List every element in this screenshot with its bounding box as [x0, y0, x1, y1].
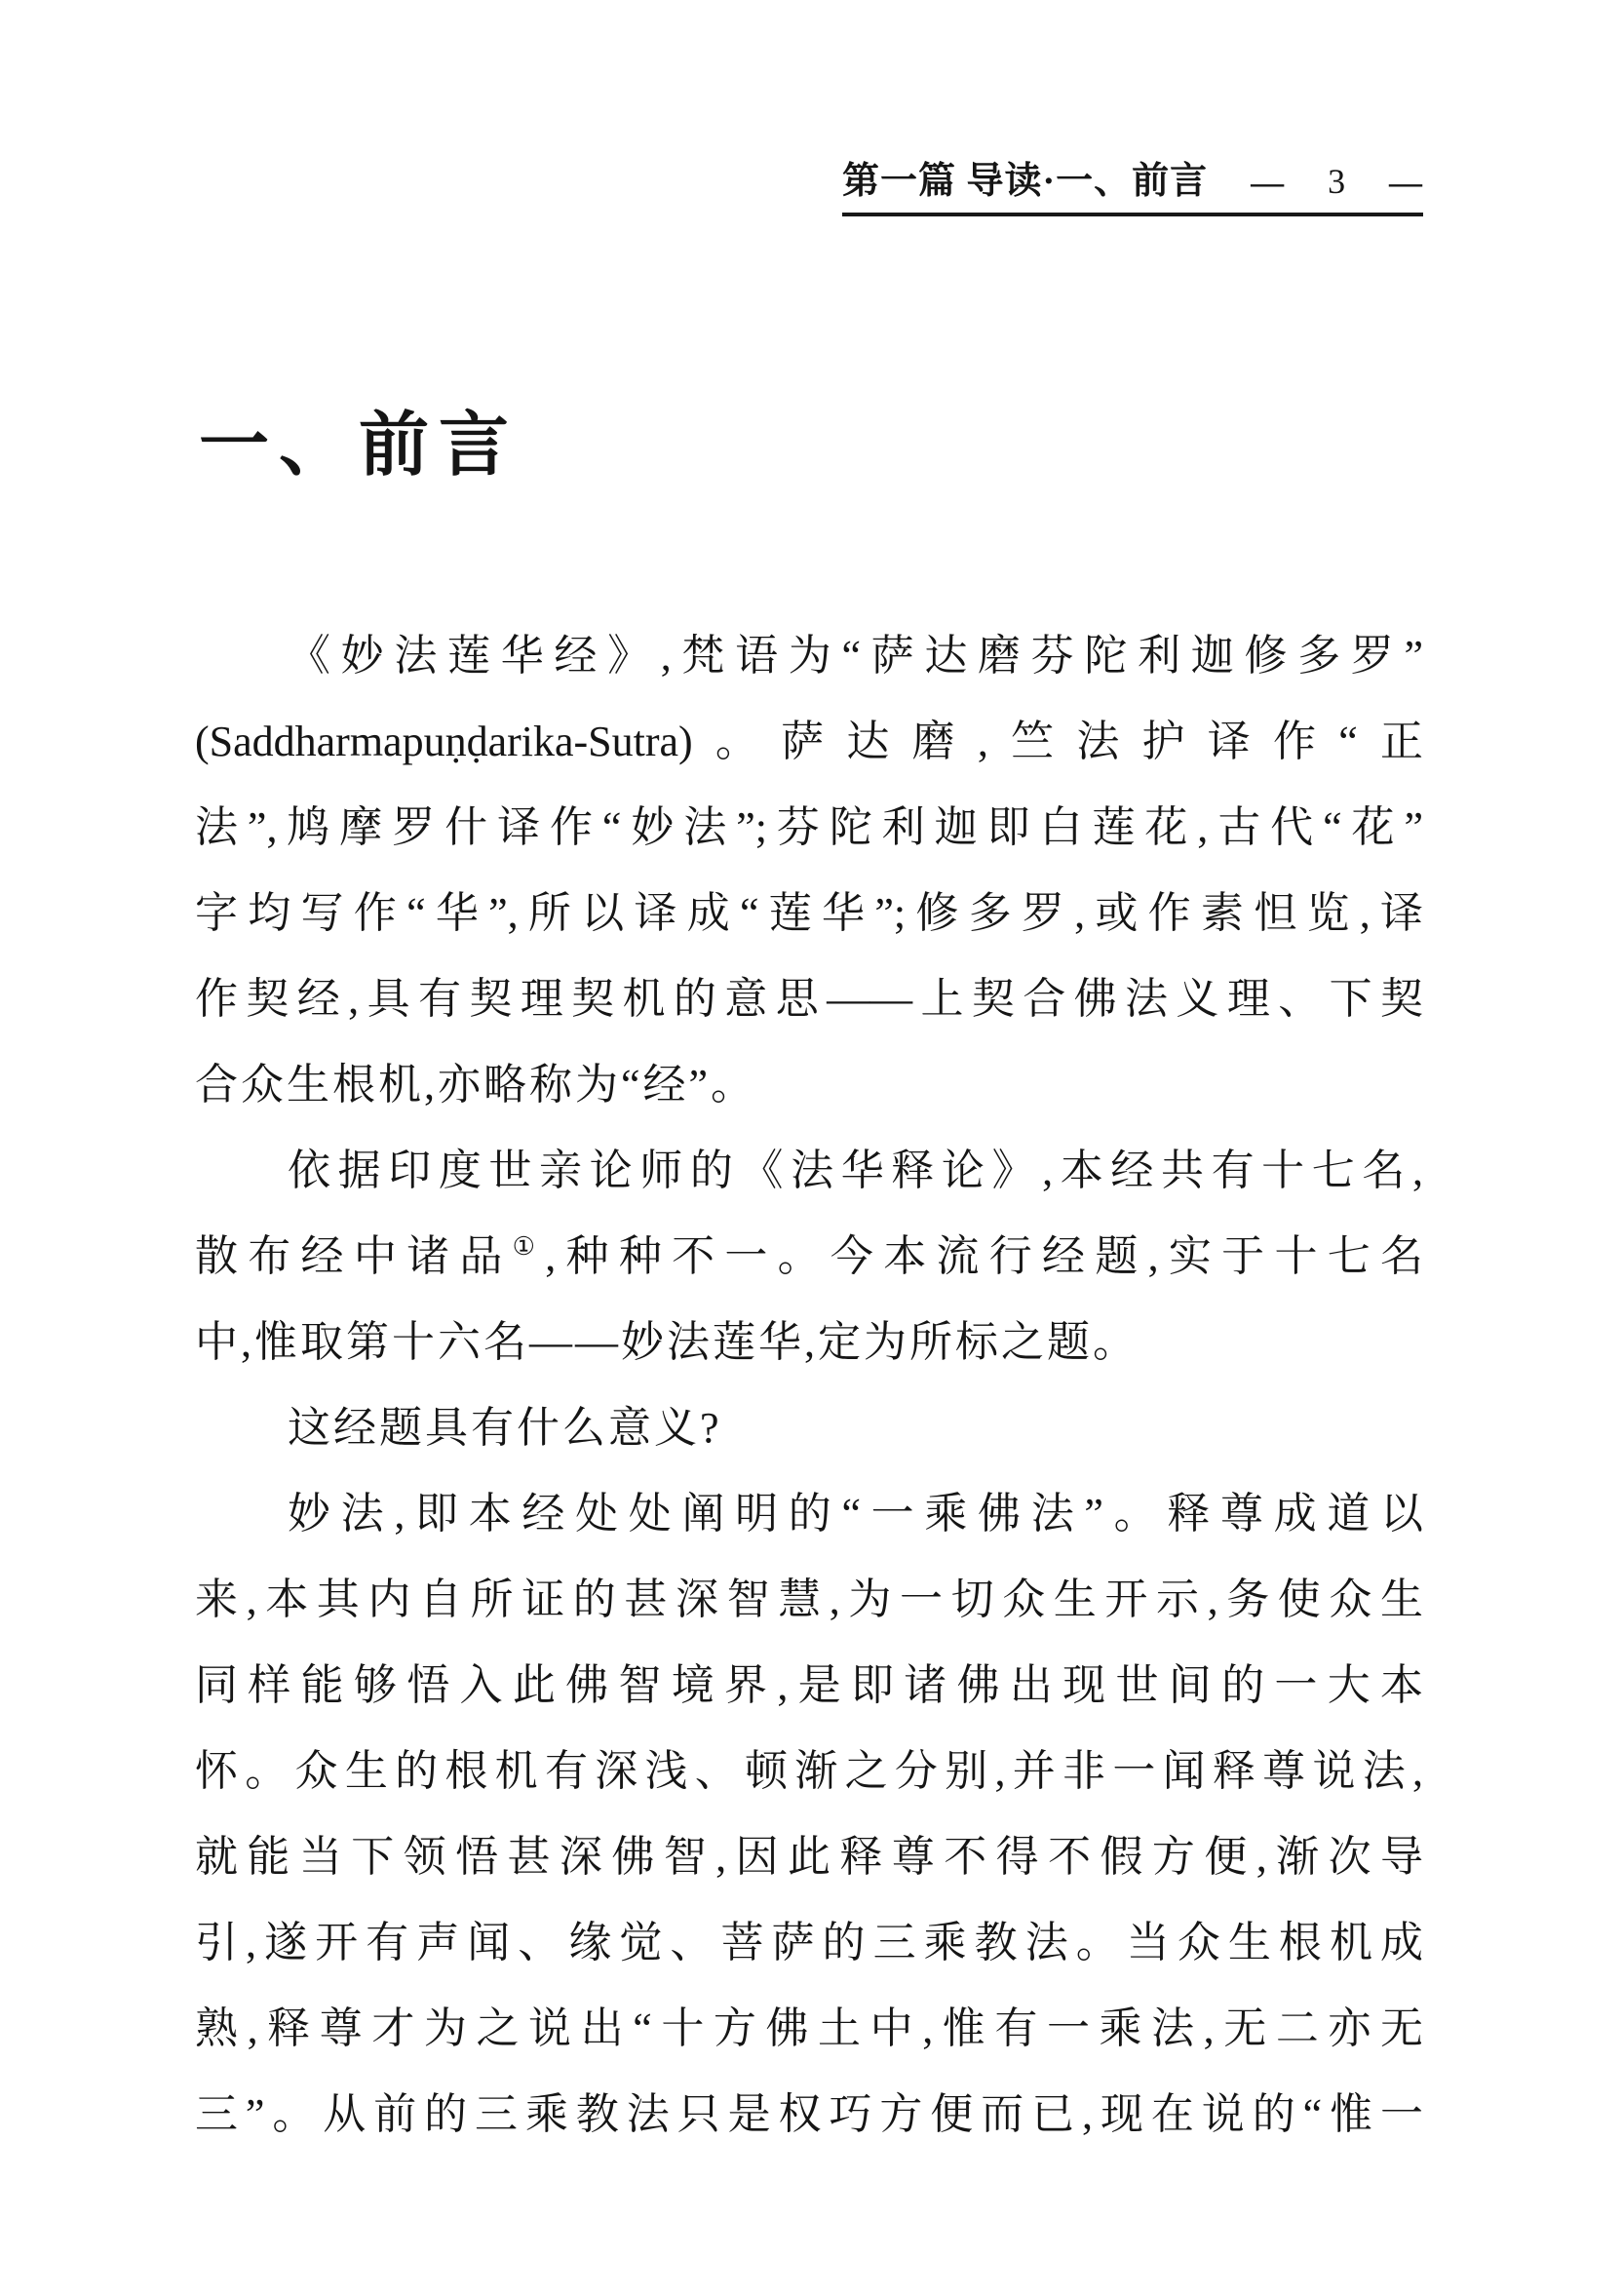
body-text: [195, 613, 1423, 2158]
text-line: 《妙法莲华经》,梵语为“萨达磨芬陀利迦修多罗”: [288, 632, 1423, 680]
text-line: 字均写作“华”,所以译成“莲华”;修多罗,或作素怛览,译: [195, 889, 1423, 937]
text-line: 依据印度世亲论师的《法华释论》,本经共有十七名,: [288, 1147, 1423, 1194]
text-line: 来,本其内自所证的甚深智慧,为一切众生开示,务使众生: [195, 1576, 1423, 1623]
text-line: 同样能够悟入此佛智境界,是即诸佛出现世间的一大本: [195, 1661, 1423, 1709]
text-line: 中,惟取第十六名——妙法莲华,定为所标之题。: [195, 1318, 1139, 1366]
text-line: 散布经中诸品①,种种不一。今本流行经题,实于十七名: [195, 1232, 1424, 1280]
footnote-ref: ①: [512, 1232, 546, 1261]
running-header: [842, 150, 1423, 216]
text-line: 三”。从前的三乘教法只是权巧方便而已,现在说的“惟一: [195, 2090, 1423, 2138]
text-line: 这经题具有什么意义?: [288, 1404, 722, 1452]
page-number-dash-left: —: [1251, 165, 1286, 201]
text-line: (Saddharmapuṇḍarika-Sutra)。萨达磨,竺法护译作“正: [195, 718, 1423, 765]
running-header-section: 第一篇 导读·一、前言: [842, 161, 1209, 202]
text-line: 作契经,具有契理契机的意思——上契合佛法义理、下契: [195, 975, 1423, 1023]
text-line: 合众生根机,亦略称为“经”。: [195, 1061, 757, 1109]
text-line: 引,遂开有声闻、缘觉、菩萨的三乘教法。当众生根机成: [195, 1919, 1423, 1966]
page-number-dash-right: —: [1389, 165, 1423, 201]
text-line: 熟,释尊才为之说出“十方佛土中,惟有一乘法,无二亦无: [195, 2004, 1423, 2052]
page-number: 3: [1328, 162, 1347, 201]
chapter-heading: 一、前言: [199, 407, 520, 485]
text-line: 妙法,即本经处处阐明的“一乘佛法”。释尊成道以: [288, 1490, 1423, 1537]
text-line: 就能当下领悟甚深佛智,因此释尊不得不假方便,渐次导: [195, 1833, 1423, 1881]
text-line: 法”,鸠摩罗什译作“妙法”;芬陀利迦即白莲花,古代“花”: [195, 803, 1423, 851]
text-line: 怀。众生的根机有深浅、顿渐之分别,并非一闻释尊说法,: [195, 1747, 1423, 1795]
